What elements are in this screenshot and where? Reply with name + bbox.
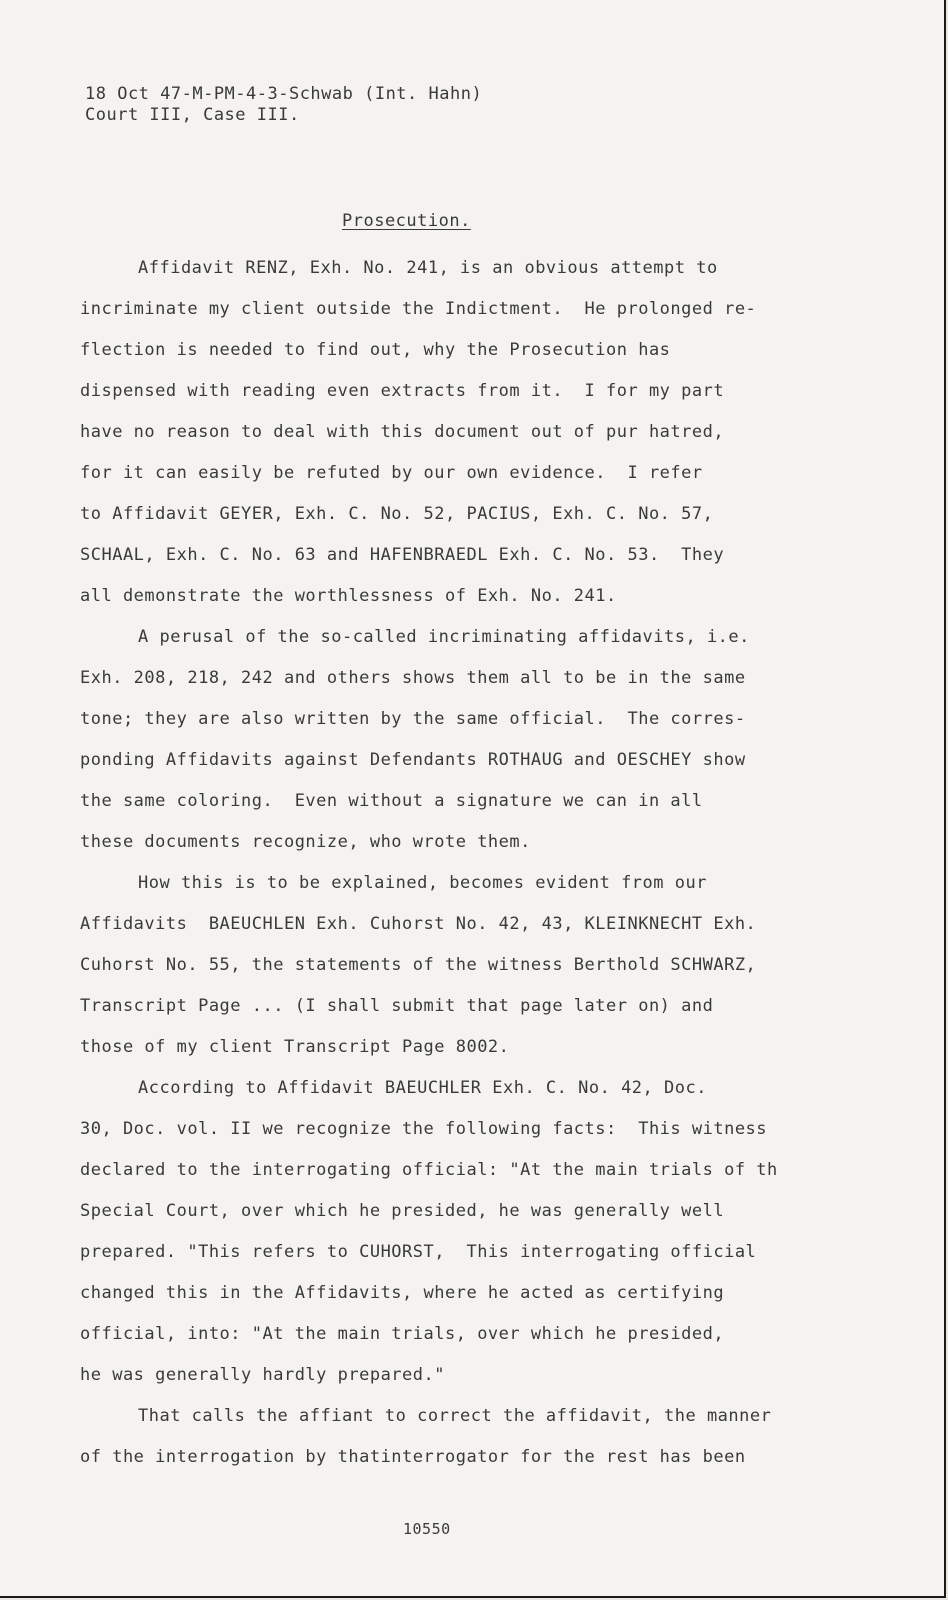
body-line: all demonstrate the worthlessness of Exh. No. 241. (80, 586, 617, 606)
body-line: incriminate my client outside the Indictment. He prolonged re- (80, 299, 757, 319)
body-line: dispensed with reading even extracts from it. I for my part (80, 381, 725, 401)
body-line: these documents recognize, who wrote them. (80, 832, 531, 852)
body-line: 30, Doc. vol. II we recognize the following facts: This witness (80, 1119, 768, 1139)
body-line: tone; they are also written by the same official. The corres- (80, 709, 746, 729)
body-line: Cuhorst No. 55, the statements of the witness Berthold SCHWARZ, (80, 955, 757, 975)
body-line: prepared. "This refers to CUHORST, This interrogating official (80, 1242, 757, 1262)
body-line: those of my client Transcript Page 8002. (80, 1037, 510, 1057)
body-line: for it can easily be refuted by our own evidence. I refer (80, 463, 703, 483)
body-line: That calls the affiant to correct the affidavit, the manner (138, 1406, 772, 1426)
body-line: have no reason to deal with this document out of pur hatred, (80, 422, 725, 442)
body-line: flection is needed to find out, why the Prosecution has (80, 340, 671, 360)
body-line: to Affidavit GEYER, Exh. C. No. 52, PACIUS, Exh. C. No. 57, (80, 504, 714, 524)
header-line-1: 18 Oct 47-M-PM-4-3-Schwab (Int. Hahn) (85, 84, 483, 104)
section-heading: Prosecution. (342, 211, 471, 231)
page-number: 10550 (403, 1520, 451, 1538)
body-line: he was generally hardly prepared." (80, 1365, 445, 1385)
body-line: According to Affidavit BAEUCHLER Exh. C. No. 42, Doc. (138, 1078, 707, 1098)
body-line: declared to the interrogating official: "At the main trials of th (80, 1160, 778, 1180)
body-line: changed this in the Affidavits, where he acted as certifying (80, 1283, 725, 1303)
body-line: A perusal of the so-called incriminating affidavits, i.e. (138, 627, 750, 647)
body-line: Transcript Page ... (I shall submit that page later on) and (80, 996, 714, 1016)
body-line: Exh. 208, 218, 242 and others shows them all to be in the same (80, 668, 746, 688)
body-line: SCHAAL, Exh. C. No. 63 and HAFENBRAEDL Exh. C. No. 53. They (80, 545, 725, 565)
body-line: of the interrogation by thatinterrogator for the rest has been (80, 1447, 746, 1467)
body-line: ponding Affidavits against Defendants ROTHAUG and OESCHEY show (80, 750, 746, 770)
body-line: How this is to be explained, becomes evident from our (138, 873, 707, 893)
body-line: Affidavits BAEUCHLEN Exh. Cuhorst No. 42, 43, KLEINKNECHT Exh. (80, 914, 757, 934)
body-line: official, into: "At the main trials, over which he presided, (80, 1324, 725, 1344)
header-line-2: Court III, Case III. (85, 105, 300, 125)
body-line: Affidavit RENZ, Exh. No. 241, is an obvious attempt to (138, 258, 718, 278)
body-line: Special Court, over which he presided, he was generally well (80, 1201, 725, 1221)
body-line: the same coloring. Even without a signature we can in all (80, 791, 703, 811)
